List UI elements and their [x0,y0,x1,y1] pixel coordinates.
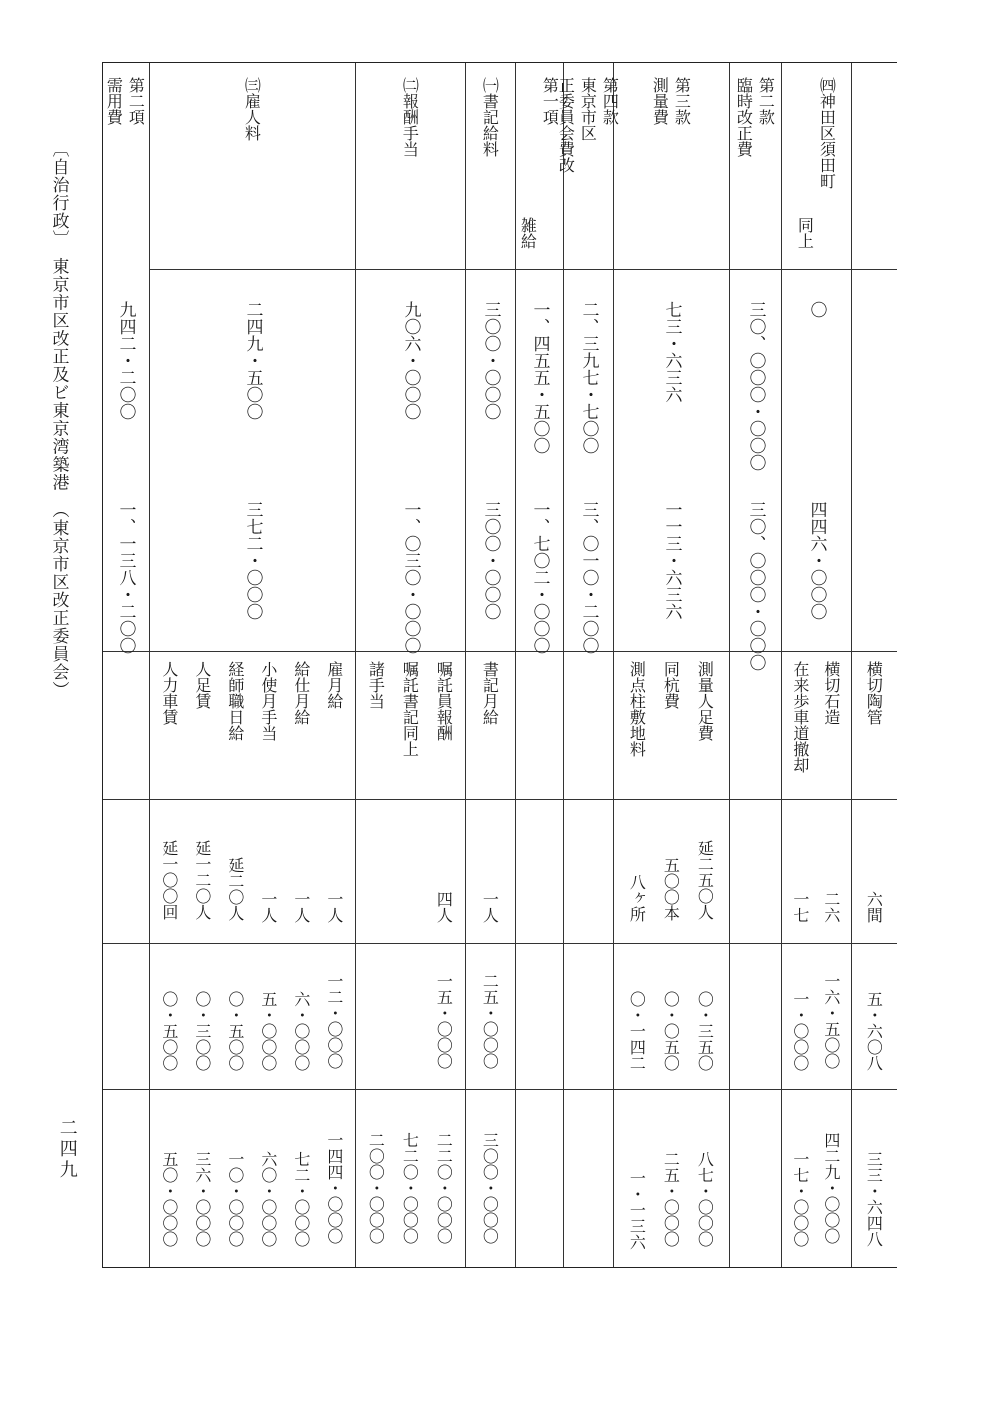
item-name-line: 第一項 [540,77,560,125]
detail-label: 嘱託員報酬 [434,661,454,741]
budget-amount: 一一三・六三六 [661,501,682,620]
detail-label: 測量人足費 [695,661,715,741]
detail-total: 四二九・〇〇〇 [821,1132,841,1244]
item-name-line: 臨時改正費 [734,77,754,157]
budget-column-c4 [613,63,730,1267]
estimate-amount: 三〇〇・〇〇〇 [480,301,501,420]
detail-quantity: 一七 [790,891,810,923]
detail-total: 二五・〇〇〇 [661,1151,681,1247]
item-name-line: 雑給 [518,217,538,249]
budget-column-c8 [355,63,466,1267]
detail-total: 七二〇・〇〇〇 [400,1132,420,1244]
budget-column-c9 [149,63,356,1267]
budget-amount: 一、七〇二・〇〇〇 [529,501,550,654]
detail-total: 一四四・〇〇〇 [324,1132,344,1244]
detail-total: 一・一三六 [627,1170,647,1250]
detail-quantity: 延一〇〇回 [159,840,179,920]
detail-total: 二〇〇・〇〇〇 [366,1132,386,1244]
budget-column-c1 [851,63,898,1267]
detail-label: 雇月給 [324,661,344,709]
detail-quantity: 一人 [291,891,311,923]
budget-column-c6 [515,63,564,1267]
budget-amount: 三、〇一〇・二〇〇 [578,501,599,654]
detail-quantity: 延二〇人 [225,857,245,921]
detail-quantity: 延一二〇人 [192,840,212,920]
detail-unit-price: 〇・五〇〇 [159,991,179,1071]
detail-unit-price: 五・〇〇〇 [258,991,278,1071]
detail-unit-price: 一二・〇〇〇 [324,973,344,1069]
detail-quantity: 一人 [324,891,344,923]
detail-unit-price: 一五・〇〇〇 [434,973,454,1069]
detail-unit-price: 〇・三五〇 [695,991,715,1071]
detail-unit-price: 五・六〇八 [864,991,884,1071]
budget-column-c7 [465,63,516,1267]
detail-label: 給仕月給 [291,661,311,725]
detail-total: 五〇・〇〇〇 [159,1151,179,1247]
item-name-line: 第四款 [600,77,620,125]
detail-unit-price: 一・〇〇〇 [790,991,810,1071]
estimate-amount: 九〇六・〇〇〇 [400,301,421,420]
budget-table [102,62,897,1268]
estimate-amount: 二、三九七・七〇〇 [578,301,599,454]
detail-label: 横切陶管 [864,661,884,725]
detail-unit-price: 六・〇〇〇 [291,991,311,1071]
detail-quantity: 五〇〇本 [661,857,681,921]
item-name-line: 同上 [795,217,815,249]
detail-total: 三六・〇〇〇 [192,1151,212,1247]
detail-label: 諸手当 [366,661,386,709]
item-name-line: ㈣神田区須田町 [817,77,837,189]
item-name-line: ㈡報酬手当 [400,77,420,157]
detail-quantity: 一人 [480,891,500,923]
detail-quantity: 四人 [434,891,454,923]
detail-total: 八七・〇〇〇 [695,1151,715,1247]
detail-total: 一七・〇〇〇 [790,1151,810,1247]
detail-unit-price: 〇・五〇〇 [225,991,245,1071]
detail-label: 経師職日給 [225,661,245,741]
budget-amount: 四四六・〇〇〇 [806,501,827,620]
detail-total: 二二〇・〇〇〇 [434,1132,454,1244]
estimate-amount: 九四二・二〇〇 [115,301,136,420]
detail-label: 書記月給 [480,661,500,725]
detail-label: 在来歩車道撤却 [790,661,810,773]
budget-column-c10 [103,63,149,1267]
budget-column-c2 [781,63,852,1267]
item-name-line: 第二款 [756,77,776,125]
detail-label: 小使月手当 [258,661,278,741]
detail-unit-price: 二五・〇〇〇 [480,973,500,1069]
item-name-line: 東京市区 [578,77,598,141]
budget-amount: 三七二・〇〇〇 [242,501,263,620]
budget-column-c3 [729,63,782,1267]
item-name-line: ㈢雇人料 [242,77,262,141]
budget-amount: 一、〇三〇・〇〇〇 [400,501,421,654]
estimate-amount: 二四九・五〇〇 [242,301,263,420]
detail-label: 嘱託書記同上 [400,661,420,757]
detail-quantity: 二六 [821,891,841,923]
detail-total: 七二・〇〇〇 [291,1151,311,1247]
budget-column-c5 [556,63,620,1267]
page-number: 二四九 [56,1118,78,1181]
running-head: 〔自治行政〕 東京市区改正及ビ東京湾築港 （東京市区改正委員会） [48,140,69,699]
budget-amount: 三〇〇・〇〇〇 [480,501,501,620]
detail-label: 人力車賃 [159,661,179,725]
budget-amount: 一、一三八・二〇〇 [115,501,136,654]
budget-amount: 三〇、〇〇〇・〇〇〇 [745,501,766,671]
detail-label: 人足賃 [192,661,212,709]
detail-total: 三三・六四八 [864,1151,884,1247]
estimate-amount: 三〇、〇〇〇・〇〇〇 [745,301,766,471]
detail-total: 三〇〇・〇〇〇 [480,1132,500,1244]
item-name-line: 測量費 [650,77,670,125]
item-name-line: ㈠書記給料 [480,77,500,157]
detail-unit-price: 一六・五〇〇 [821,973,841,1069]
item-name-line: 第二項 [126,77,146,125]
detail-quantity: 延二五〇人 [695,840,715,920]
estimate-amount: 一、四五五・五〇〇 [529,301,550,454]
detail-quantity: 六間 [864,891,884,923]
detail-quantity: 一人 [258,891,278,923]
detail-total: 六〇・〇〇〇 [258,1151,278,1247]
detail-unit-price: 〇・三〇〇 [192,991,212,1071]
detail-unit-price: 〇・〇五〇 [661,991,681,1071]
item-name-line: 正委員会費改 [556,77,576,173]
estimate-amount: 〇 [806,301,827,318]
detail-quantity: 八ヶ所 [627,874,647,922]
detail-label: 横切石造 [821,661,841,725]
estimate-amount: 七三・六三六 [661,301,682,403]
detail-label: 同杭費 [661,661,681,709]
detail-total: 一〇・〇〇〇 [225,1151,245,1247]
detail-label: 測点柱敷地料 [627,661,647,757]
detail-unit-price: 〇・一四二 [627,991,647,1071]
item-name-line: 需用費 [104,77,124,125]
item-name-line: 第三款 [672,77,692,125]
